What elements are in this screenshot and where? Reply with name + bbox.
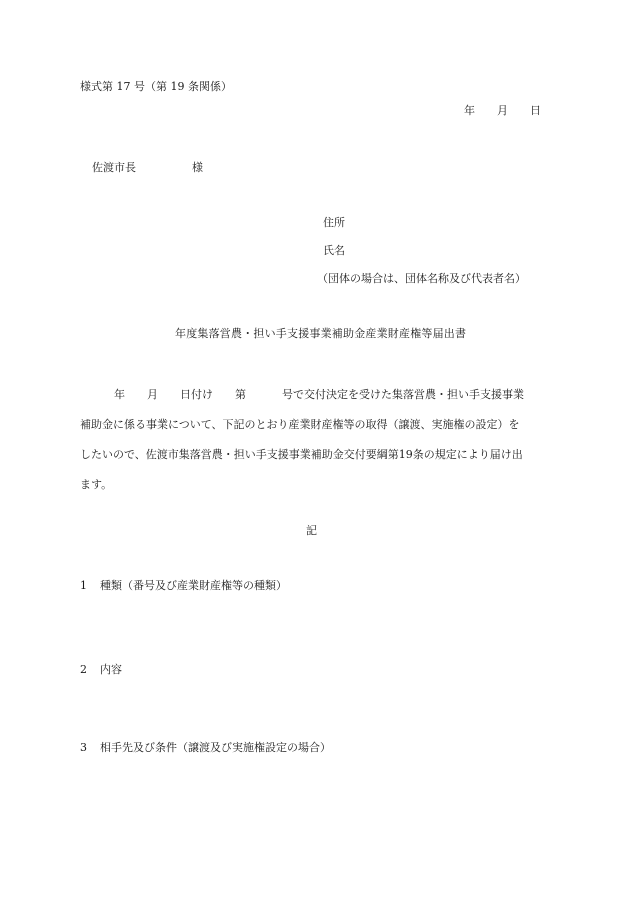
body-line-4: ます。 (80, 478, 113, 491)
item-2-label: 内容 (100, 663, 122, 676)
date-year-label: 年 (464, 104, 475, 117)
addressee-honorific: 様 (192, 161, 203, 174)
body-line-2: 補助金に係る事業について、下記のとおり産業財産権等の取得（譲渡、実施権の設定）を (80, 418, 520, 431)
item-3-label: 相手先及び条件（譲渡及び実施権設定の場合） (100, 741, 331, 754)
addressee-name: 佐渡市長 (92, 161, 136, 174)
form-number: 様式第 17 号（第 19 条関係） (80, 80, 232, 93)
body-year-label: 年 (114, 388, 125, 401)
item-3-number: 3 (80, 741, 87, 754)
applicant-address-label: 住所 (323, 216, 345, 229)
body-line-1-rest: 号で交付決定を受けた集落営農・担い手支援事業 (282, 388, 524, 401)
item-2 (80, 663, 122, 677)
applicant-group-note: （団体の場合は、団体名称及び代表者名） (317, 272, 526, 285)
addressee (92, 161, 203, 175)
item-3 (80, 741, 331, 755)
body-month-label: 月 (147, 388, 158, 401)
applicant-name-label: 氏名 (323, 244, 345, 257)
body-day-label: 日付け (180, 388, 213, 401)
date-month-label: 月 (497, 104, 508, 117)
body-number-prefix: 第 (235, 388, 246, 401)
item-1 (80, 579, 287, 593)
date-day-label: 日 (530, 104, 541, 117)
item-1-number: 1 (80, 579, 87, 592)
item-2-number: 2 (80, 663, 87, 676)
body-paragraph (80, 380, 560, 500)
submission-date (464, 104, 541, 118)
body-line-3: したいので、佐渡市集落営農・担い手支援事業補助金交付要綱第19条の規定により届け出 (80, 448, 523, 461)
body-line-1 (80, 380, 560, 410)
ki-heading: 記 (306, 524, 317, 537)
item-1-label: 種類（番号及び産業財産権等の種類） (100, 579, 287, 592)
document-title: 年度集落営農・担い手支援事業補助金産業財産権等届出書 (175, 327, 467, 340)
